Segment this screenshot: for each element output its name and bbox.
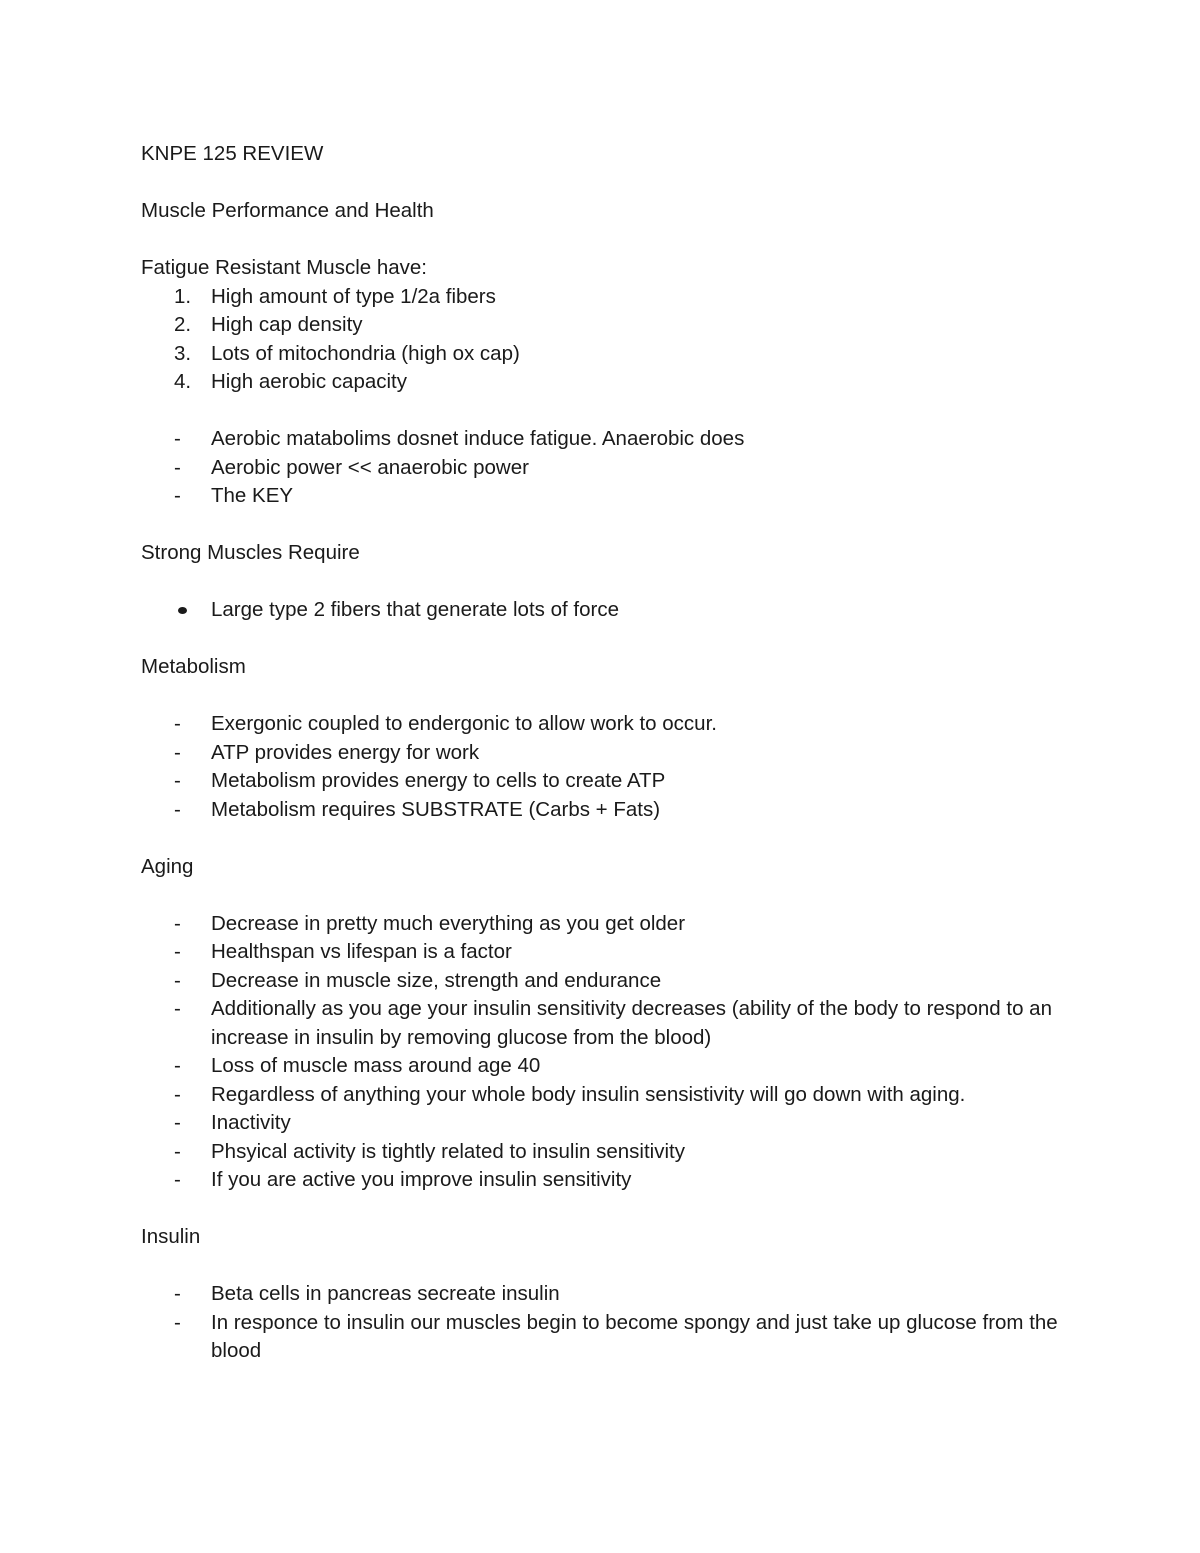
- list-item-text: In responce to insulin our muscles begin to become spongy and just take up glucose from the blood: [211, 1310, 1058, 1362]
- section-heading-strong-muscles: Strong Muscles Require: [141, 541, 360, 564]
- list-item-text: Metabolism provides energy to cells to create ATP: [211, 769, 666, 792]
- list-item-text: Metabolism requires SUBSTRATE (Carbs + Fats): [211, 797, 661, 821]
- list-item-text: Decrease in pretty much everything as you get older: [211, 911, 686, 935]
- section-heading-aging: Aging: [141, 854, 194, 878]
- bullet-icon: [178, 607, 187, 614]
- list-item-text: Inactivity: [211, 1111, 291, 1134]
- list-item-text: Large type 2 fibers that generate lots of force: [211, 598, 619, 621]
- list-item-text: The KEY: [211, 484, 294, 507]
- dash-item: [141, 710, 1061, 739]
- numbered-item: [141, 368, 1061, 397]
- list-item-text: Exergonic coupled to endergonic to allow work to occur.: [211, 712, 717, 735]
- dash-marker: -: [174, 712, 181, 735]
- document-title: KNPE 125 REVIEW: [141, 142, 324, 165]
- list-item-text: If you are active you improve insulin sensitivity: [211, 1168, 632, 1191]
- subheading-fatigue-resistant: Fatigue Resistant Muscle have:: [141, 256, 427, 279]
- list-number: 4.: [174, 370, 192, 393]
- list-item-text: Phsyical activity is tightly related to insulin sensitivity: [211, 1139, 685, 1163]
- dash-item: [141, 796, 1061, 825]
- dash-marker: -: [174, 968, 181, 992]
- dash-item: [141, 1309, 1061, 1366]
- dash-marker: -: [174, 484, 181, 507]
- dash-item: [141, 967, 1061, 996]
- dash-item: [141, 739, 1061, 768]
- list-item-text: Decrease in muscle size, strength and endurance: [211, 968, 662, 992]
- document-page: [141, 140, 1061, 1366]
- dash-item: [141, 910, 1061, 939]
- dash-item: [141, 1052, 1061, 1081]
- list-item-text: Loss of muscle mass around age 40: [211, 1054, 541, 1077]
- list-item-text: ATP provides energy for work: [211, 740, 480, 764]
- list-number: 1.: [174, 284, 192, 308]
- dash-marker: -: [174, 1310, 181, 1334]
- list-item-text: Additionally as you age your insulin sensitivity decreases (ability of the body to respond to an increase in insulin by removing glucose from the blood): [211, 997, 1052, 1049]
- dash-marker: -: [174, 797, 181, 821]
- list-item-text: High aerobic capacity: [211, 370, 407, 393]
- dash-item: [141, 1081, 1061, 1110]
- dash-marker: -: [174, 1168, 181, 1191]
- list-number: 2.: [174, 313, 192, 336]
- dash-item: [141, 1280, 1061, 1309]
- section-heading-muscle-performance: Muscle Performance and Health: [141, 199, 434, 222]
- section-heading-insulin: Insulin: [141, 1225, 201, 1248]
- dash-item: [141, 767, 1061, 796]
- list-item-text: Aerobic matabolims dosnet induce fatigue. Anaerobic does: [211, 427, 745, 450]
- dash-marker: -: [174, 1282, 181, 1305]
- dash-item: [141, 482, 1061, 511]
- dash-item: [141, 425, 1061, 454]
- list-item-text: Regardless of anything your whole body insulin sensistivity will go down with aging.: [211, 1082, 966, 1106]
- bullet-item: [141, 596, 1061, 625]
- dash-item: [141, 938, 1061, 967]
- dash-marker: -: [174, 1054, 181, 1077]
- list-item-text: Healthspan vs lifespan is a factor: [211, 940, 512, 963]
- dash-marker: -: [174, 1111, 181, 1134]
- dash-marker: -: [174, 740, 181, 764]
- dash-marker: -: [174, 940, 181, 963]
- dash-marker: -: [174, 997, 181, 1020]
- dash-item: [141, 1109, 1061, 1138]
- dash-item: [141, 1138, 1061, 1167]
- dash-marker: -: [174, 769, 181, 792]
- list-item-text: Aerobic power << anaerobic power: [211, 455, 529, 479]
- numbered-item: [141, 283, 1061, 312]
- dash-marker: -: [174, 455, 181, 479]
- dash-item: [141, 1166, 1061, 1195]
- dash-marker: -: [174, 427, 181, 450]
- dash-marker: -: [174, 911, 181, 935]
- dash-item: [141, 995, 1061, 1052]
- section-heading-metabolism: Metabolism: [141, 655, 246, 678]
- numbered-item: [141, 311, 1061, 340]
- dash-marker: -: [174, 1139, 181, 1163]
- list-number: 3.: [174, 341, 192, 365]
- list-item-text: High cap density: [211, 313, 363, 336]
- numbered-item: [141, 340, 1061, 369]
- dash-item: [141, 454, 1061, 483]
- list-item-text: High amount of type 1/2a fibers: [211, 284, 496, 308]
- list-item-text: Beta cells in pancreas secreate insulin: [211, 1282, 560, 1305]
- dash-marker: -: [174, 1082, 181, 1106]
- list-item-text: Lots of mitochondria (high ox cap): [211, 341, 520, 365]
